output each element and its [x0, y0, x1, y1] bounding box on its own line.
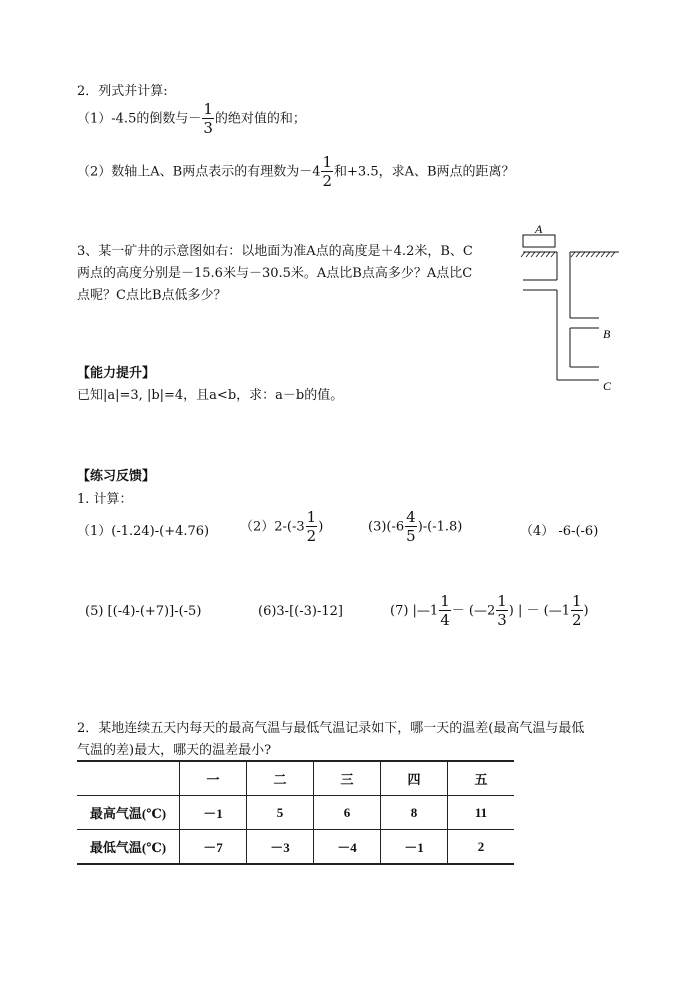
table-cell: －1: [180, 796, 247, 830]
table-cell: 最低气温(℃): [77, 830, 180, 865]
table-cell: [77, 761, 180, 796]
fraction: $\frac{4}{5}$: [406, 508, 416, 545]
exercise-4: （4） -6-(-6): [520, 524, 599, 539]
q3-line1: 3、某一矿井的示意图如右：以地面为准A点的高度是＋4.2米，B、C: [77, 244, 473, 259]
table-cell: －1: [381, 830, 448, 865]
q3-line3: 点呢？C点比B点低多少？: [77, 288, 227, 303]
mine-shaft-diagram: [515, 222, 620, 394]
table-cell: 五: [448, 761, 515, 796]
fraction: $\frac{1}{3}$: [497, 592, 507, 629]
q3-line2: 两点的高度分别是－15.6米与－30.5米。A点比B点高多少？A点比C: [77, 266, 473, 281]
exercise-2: （2）2-(-3 $\frac{1}{2}$ ): [240, 508, 324, 545]
label-c: C: [603, 379, 612, 393]
q2-title: 2．列式并计算:: [77, 84, 168, 99]
fraction: $\frac{1}{3}$: [203, 100, 213, 137]
table-cell: 11: [448, 796, 515, 830]
table-cell: 6: [314, 796, 381, 830]
q2-part2-post: 和+3.5，求A、B两点的距离？: [334, 164, 515, 180]
table-cell: 二: [247, 761, 314, 796]
ability-heading: 【能力提升】: [77, 366, 156, 381]
practice-heading: 【练习反馈】: [77, 469, 156, 484]
table-row: [77, 830, 514, 865]
temp-question-line1: 2．某地连续五天内每天的最高气温与最低气温记录如下，哪一天的温差(最高气温与最低: [77, 721, 585, 736]
exercise-5: (5) [(-4)-(+7)]-(-5): [85, 604, 202, 619]
label-b: B: [603, 327, 611, 341]
point-a-box: [523, 235, 555, 247]
table-cell: 8: [381, 796, 448, 830]
table-row: [77, 796, 514, 830]
table-cell: 2: [448, 830, 515, 865]
ground-left-hatch: [521, 252, 555, 257]
temp-question-line2: 气温的差)最大，哪天的温差最小?: [77, 743, 272, 758]
practice-sub: 1. 计算：: [77, 492, 133, 507]
table-header-row: [77, 761, 514, 796]
fraction: $\frac{1}{4}$: [440, 592, 450, 629]
table-cell: 四: [381, 761, 448, 796]
q2-part2: [77, 155, 515, 189]
fraction: $\frac{1}{2}$: [571, 592, 582, 629]
exercise-3: (3)(-6 $\frac{4}{5}$ )-(-1.8): [368, 508, 463, 545]
exercise-6: (6)3-[(-3)-12]: [258, 604, 343, 619]
table-cell: －4: [314, 830, 381, 865]
ground-right-hatch: [571, 252, 615, 257]
table-cell: 三: [314, 761, 381, 796]
table-cell: －7: [180, 830, 247, 865]
fraction: $\frac{1}{2}$: [306, 508, 317, 545]
q2-part1-pre: （1）-4.5的倒数与－: [77, 111, 202, 127]
temperature-table: [77, 760, 514, 865]
ability-text: 已知|a|=3, |b|=4，且a<b，求：a－b的值。: [77, 388, 344, 403]
exercise-7: (7) |—1 $\frac{1}{4}$ － (—2 $\frac{1}{3}$ ) | － (—1 $\frac{1}{2}$ ): [390, 592, 589, 629]
exercise-1: （1）(-1.24)-(+4.76): [77, 524, 210, 539]
label-a: A: [535, 222, 543, 236]
q2-part1: [77, 102, 306, 136]
fraction: $\frac{1}{2}$: [322, 153, 333, 190]
q2-part2-pre: （2）数轴上A、B两点表示的有理数为－4: [77, 164, 321, 180]
table-cell: 最高气温(℃): [77, 796, 180, 830]
q2-part1-post: 的绝对值的和；: [214, 111, 306, 127]
table-cell: －3: [247, 830, 314, 865]
table-cell: 5: [247, 796, 314, 830]
table-cell: 一: [180, 761, 247, 796]
